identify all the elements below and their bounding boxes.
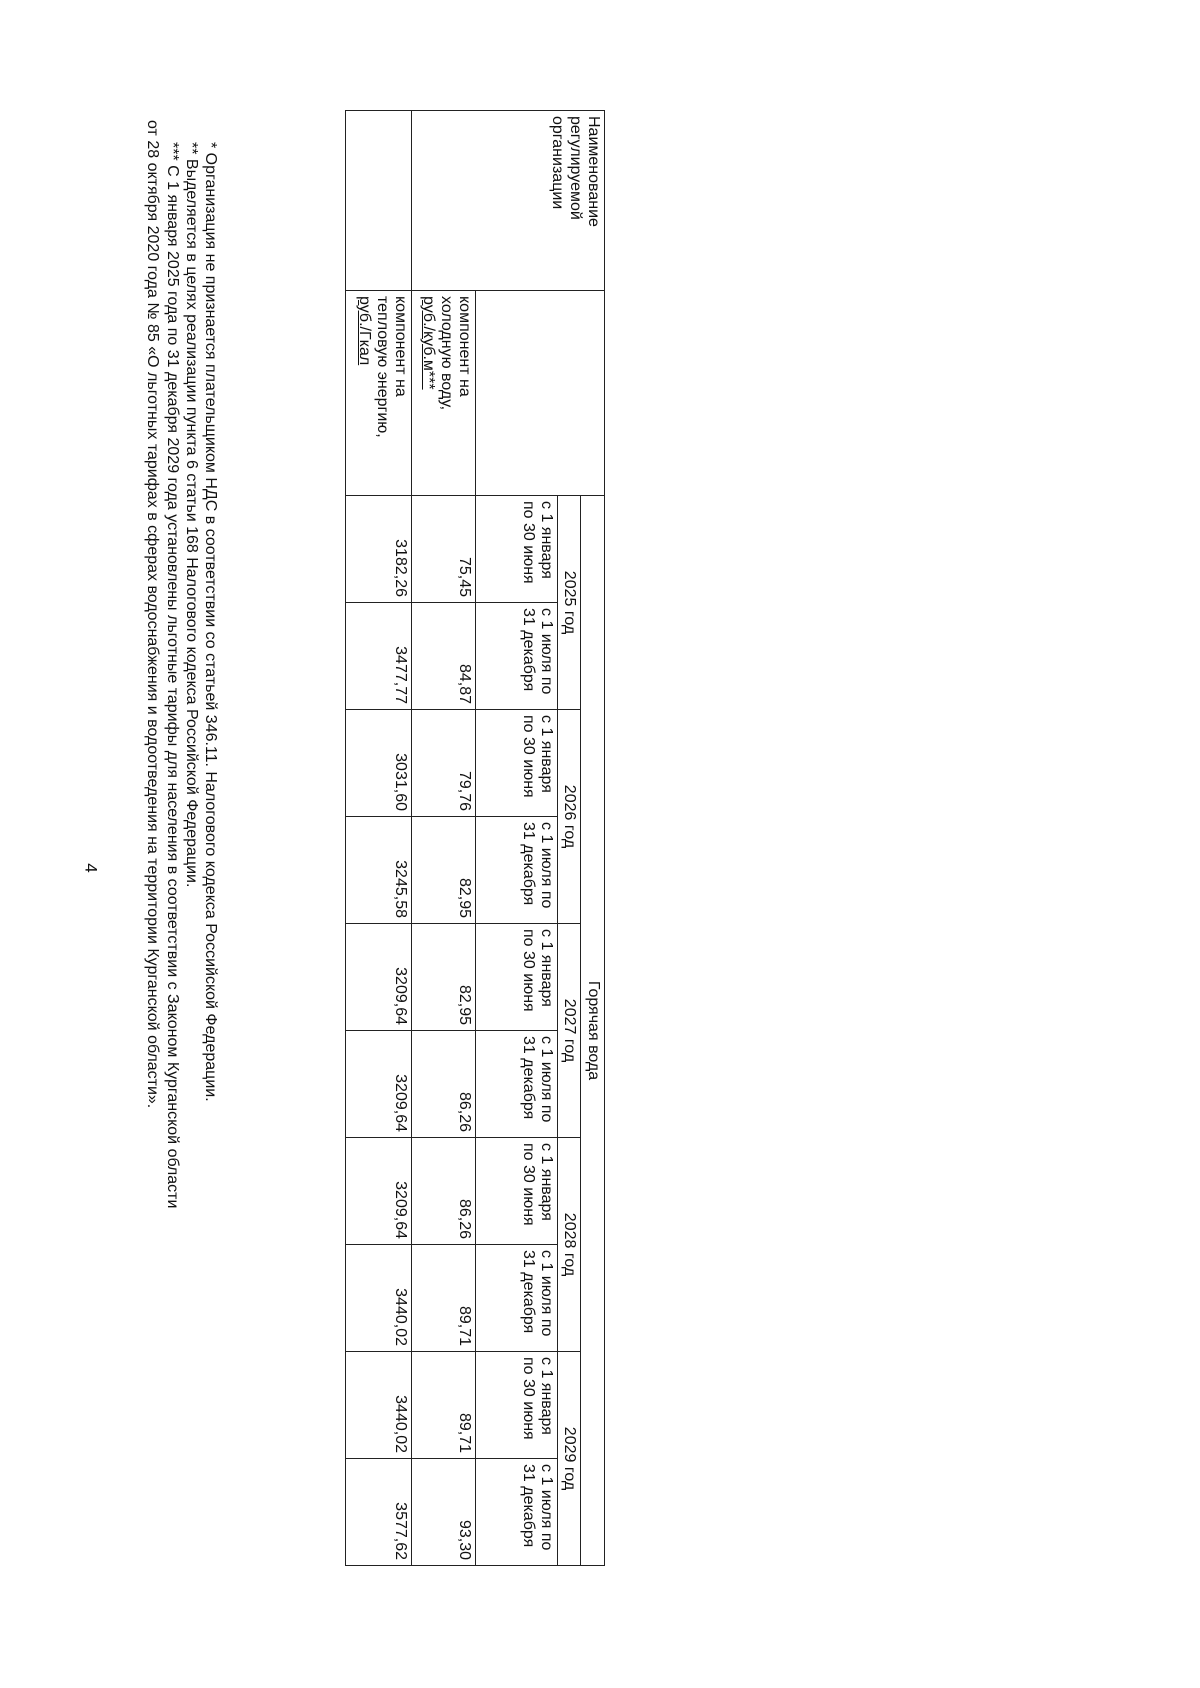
footnote-1: * Организация не признается плательщиком НДС в соответствии со статьей 346.11. Налогового кодекса Российской Федерации. [202,142,219,1102]
year-header-2025: 2025 год [558,496,581,710]
row-unit: руб./Гкал [356,296,374,366]
value-cell: 3031,60 [346,710,412,817]
period-header: с 1 января по 30 июня [476,496,558,603]
period-header: с 1 января по 30 июня [476,924,558,1031]
table-row [412,111,476,1566]
footnote-2: ** Выделяется в целях реализации пункта 6 статьи 168 Налогового кодекса Российской Федерации. [182,142,200,888]
row-label [346,291,412,496]
value-cell: 3477,77 [346,603,412,710]
value-cell: 86,26 [412,1138,476,1245]
value-cell: 3209,64 [346,1031,412,1138]
row-unit: руб./куб.м*** [420,296,438,390]
year-header-2027: 2027 год [558,924,581,1138]
period-header: с 1 июля по 31 декабря [476,817,558,924]
org-header-cell: Наименование регулируемой организации [412,111,605,291]
hot-water-header: Горячая вода [581,496,605,1566]
period-header: с 1 января по 30 июня [476,1352,558,1459]
row-label-line: компонент на [456,296,474,397]
rotated-sheet [0,110,605,1565]
value-cell: 86,26 [412,1031,476,1138]
page-number: 4 [81,863,101,873]
row-label [412,291,476,496]
value-cell: 3209,64 [346,924,412,1031]
tariff-table [345,110,605,1566]
year-header-2026: 2026 год [558,710,581,924]
value-cell: 3182,26 [346,496,412,603]
value-cell: 3577,62 [346,1459,412,1566]
value-cell: 82,95 [412,817,476,924]
footnotes [143,120,220,1580]
value-cell: 82,95 [412,924,476,1031]
period-header: с 1 июля по 31 декабря [476,1245,558,1352]
footnote-3-continuation: от 28 октября 2020 года № 85 «О льготных тарифах в сферах водоснабжения и водоотведения на территории Курганской области». [144,120,162,1109]
value-cell: 75,45 [412,496,476,603]
blank-header-cell [476,291,605,496]
row-label-line: тепловую энергию, [374,296,392,438]
period-header: с 1 июля по 31 декабря [476,1031,558,1138]
value-cell: 3209,64 [346,1138,412,1245]
value-cell: 3245,58 [346,817,412,924]
value-cell: 84,87 [412,603,476,710]
year-header-2028: 2028 год [558,1138,581,1352]
year-header-2029: 2029 год [558,1352,581,1566]
value-cell: 3440,02 [346,1352,412,1459]
value-cell: 89,71 [412,1352,476,1459]
period-header: с 1 июля по 31 декабря [476,603,558,710]
row-label-line: холодную воду, [438,296,456,411]
value-cell: 93,30 [412,1459,476,1566]
org-name-blank [346,111,412,291]
period-header: с 1 июля по 31 декабря [476,1459,558,1566]
value-cell: 3440,02 [346,1245,412,1352]
table-row [346,111,412,1566]
period-header: с 1 января по 30 июня [476,710,558,817]
value-cell: 89,71 [412,1245,476,1352]
row-label-line: компонент на [392,296,410,397]
value-cell: 79,76 [412,710,476,817]
period-header: с 1 января по 30 июня [476,1138,558,1245]
footnote-3: *** С 1 января 2025 года по 31 декабря 2029 года установлены льготные тарифы для населения в соответствии с Законом Курганской области [163,142,181,1209]
